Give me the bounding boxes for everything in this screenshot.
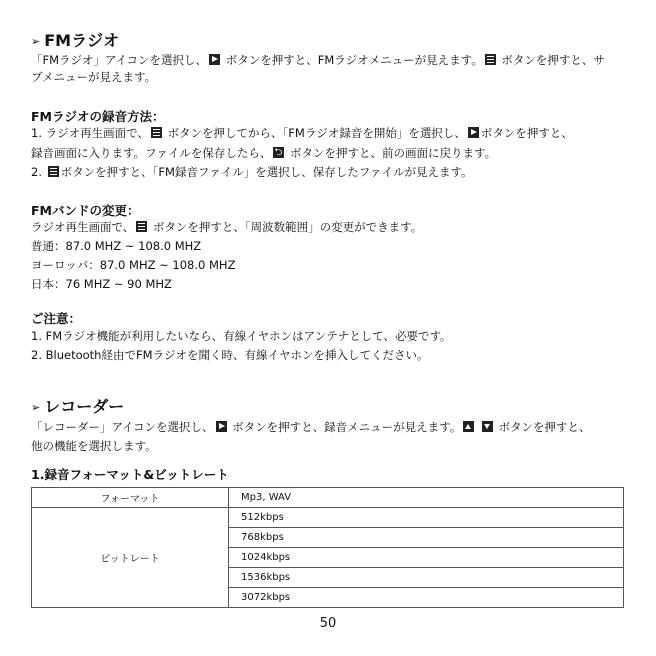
- fm-intro-text-a: 「FMラジオ」アイコンを選択し、: [31, 53, 208, 67]
- rec-method-line-1: [31, 125, 573, 141]
- rec-method-text-2a: 録音画面に入ります。ファイルを保存したら、: [31, 146, 272, 160]
- rec-method-line-3: [31, 164, 473, 180]
- down-button-icon: [482, 421, 493, 432]
- play-button-icon: [209, 54, 220, 65]
- recorder-format-heading: 1.録音フォーマット&ビットレート: [31, 467, 229, 482]
- bitrate-value-cell: 1536kbps: [229, 568, 624, 588]
- bitrate-label-cell: ビットレート: [32, 508, 229, 608]
- fm-intro-text-c: ボタンを押すと、サ: [501, 53, 605, 67]
- format-value-cell: Mp3, WAV: [229, 488, 624, 508]
- menu-button-icon: [485, 54, 496, 65]
- note-2: 2. Bluetooth経由でFMラジオを聞く時、有線イヤホンを挿入してください。: [31, 348, 429, 362]
- arrow-bullet-icon: ➢: [31, 35, 41, 48]
- format-bitrate-table: [31, 487, 624, 608]
- rec-method-text-3b: ボタンを押すと、「FM録音ファイル」を選択し、保存したファイルが見えます。: [60, 165, 473, 179]
- fm-radio-heading: [31, 28, 119, 51]
- rec-method-text-1b: ボタンを押してから、「FMラジオ録音を開始」を選択し、: [167, 126, 466, 140]
- fm-radio-title: FMラジオ: [44, 31, 120, 50]
- format-label-cell: フォーマット: [32, 488, 229, 508]
- band-text-1a: ラジオ再生画面で、: [31, 220, 135, 234]
- bitrate-value-cell: 3072kbps: [229, 588, 624, 608]
- band-normal: 普通：87.0 MHZ ~ 108.0 MHZ: [31, 239, 202, 253]
- fm-intro-line-1: [31, 52, 605, 68]
- page-number: 50: [319, 616, 337, 631]
- bitrate-value-cell: 768kbps: [229, 528, 624, 548]
- rec-method-line-2: [31, 145, 496, 161]
- rec-method-text-1a: 1. ラジオ再生画面で、: [31, 126, 149, 140]
- fm-intro-line-2: ブメニューが見えます。: [31, 70, 157, 84]
- recorder-intro-text-b: ボタンを押すと、録音メニューが見えます。: [232, 420, 462, 434]
- table-row: [32, 508, 624, 528]
- band-europe: ヨーロッパ：87.0 MHZ ~ 108.0 MHZ: [31, 258, 236, 272]
- recorder-intro-line-2: 他の機能を選択します。: [31, 439, 157, 453]
- rec-method-heading: FMラジオの録音方法：: [31, 109, 165, 124]
- band-text-1b: ボタンを押すと、「周波数範囲」の変更ができます。: [152, 220, 423, 234]
- arrow-bullet-icon: ➢: [31, 401, 41, 414]
- recorder-title: レコーダー: [44, 397, 125, 416]
- rec-method-text-2b: ボタンを押すと、前の画面に戻ります。: [290, 146, 497, 160]
- notes-heading: ご注意：: [31, 311, 82, 326]
- rec-method-text-1c: ボタンを押すと、: [480, 126, 573, 140]
- play-button-icon: [468, 127, 479, 138]
- menu-button-icon: [48, 166, 59, 177]
- menu-button-icon: [136, 221, 147, 232]
- band-heading: FMバンドの変更：: [31, 203, 140, 218]
- rec-method-text-3a: 2.: [31, 165, 42, 179]
- back-button-icon: [273, 147, 284, 158]
- recorder-intro-text-c: ボタンを押すと、: [498, 420, 591, 434]
- recorder-heading: [31, 394, 124, 417]
- bitrate-value-cell: 1024kbps: [229, 548, 624, 568]
- band-line-1: [31, 219, 422, 235]
- fm-intro-text-b: ボタンを押すと、FMラジオメニューが見えます。: [225, 53, 483, 67]
- recorder-intro-line-1: [31, 419, 591, 435]
- menu-button-icon: [151, 127, 162, 138]
- up-button-icon: [463, 421, 474, 432]
- recorder-intro-text-a: 「レコーダー」アイコンを選択し、: [31, 420, 214, 434]
- band-japan: 日本：76 MHZ ~ 90 MHZ: [31, 277, 172, 291]
- bitrate-value-cell: 512kbps: [229, 508, 624, 528]
- play-button-icon: [216, 421, 227, 432]
- note-1: 1. FMラジオ機能が利用したいなら、有線イヤホンはアンテナとして、必要です。: [31, 329, 452, 343]
- table-row: [32, 488, 624, 508]
